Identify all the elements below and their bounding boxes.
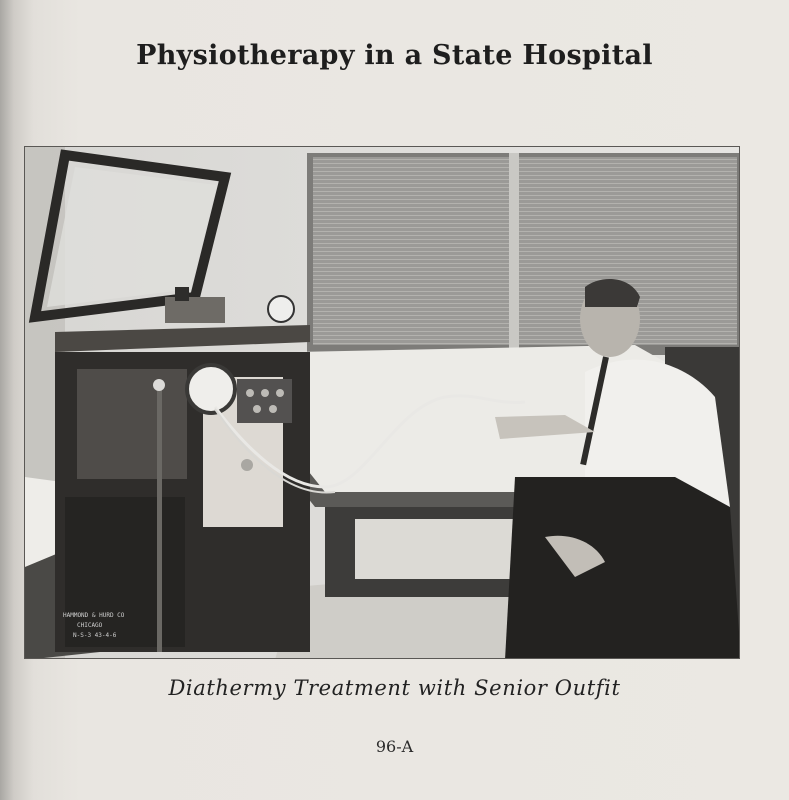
maker-plate-line2: CHICAGO [77, 622, 103, 629]
page-title: Physiotherapy in a State Hospital [136, 40, 653, 71]
front-meter [187, 365, 235, 413]
meter-dial [268, 296, 294, 322]
diathermy-photograph [24, 146, 740, 659]
photograph-illustration [25, 147, 740, 659]
electrode-stand [157, 382, 162, 652]
patient-trousers [505, 477, 740, 659]
page-number: 96-A [375, 737, 414, 756]
switch-block [237, 379, 292, 423]
window-blind-left [313, 157, 509, 345]
maker-plate-line1: HAMMOND & HURD CO [63, 612, 125, 619]
photo-caption: Diathermy Treatment with Senior Outfit [168, 676, 621, 700]
maker-plate-line3: N-S-3 43-4-6 [73, 632, 117, 639]
